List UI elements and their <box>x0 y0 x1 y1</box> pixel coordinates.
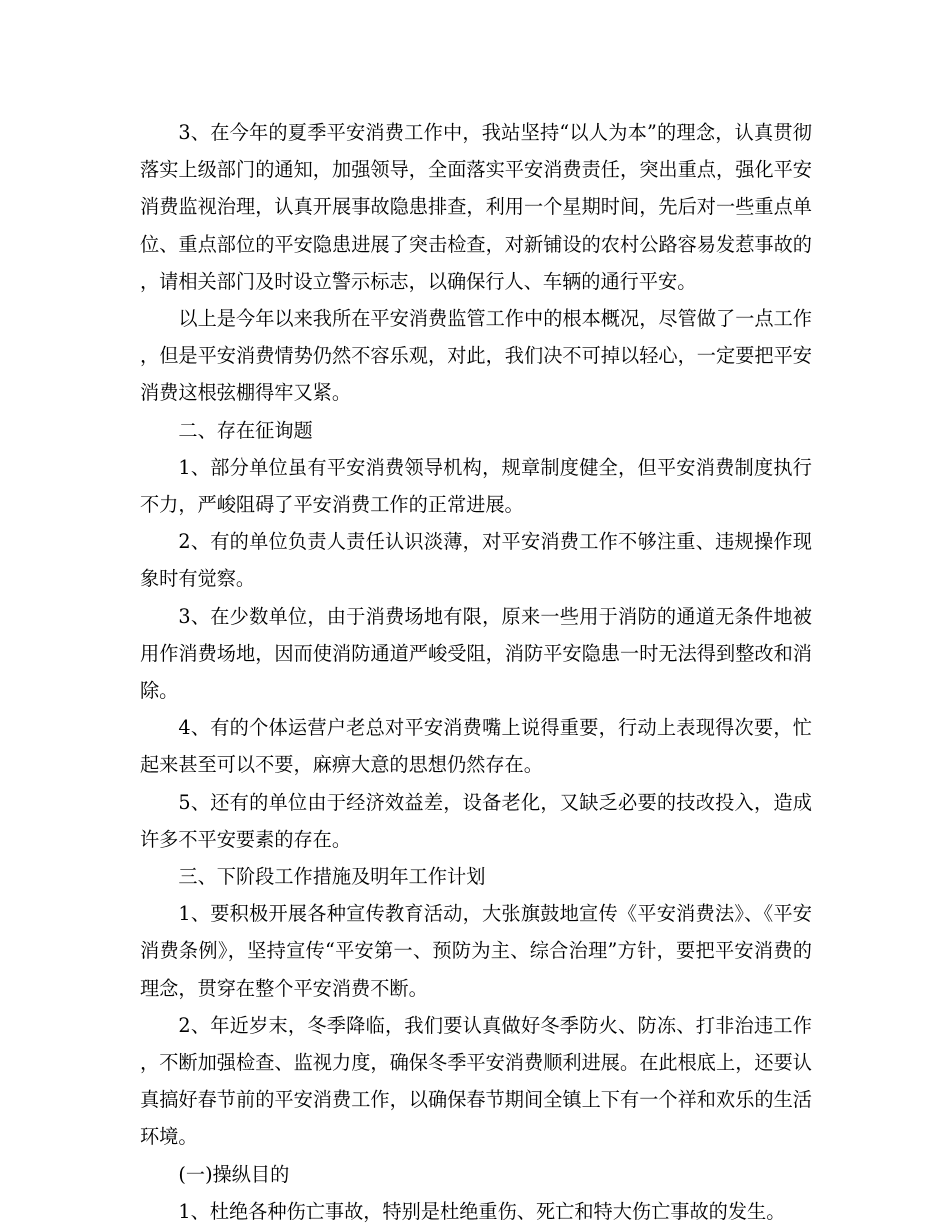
paragraph-goal-1: 1、杜绝各种伤亡事故，特别是杜绝重伤、死亡和特大伤亡事故的发生。 <box>178 1199 786 1223</box>
paragraph-problem-3: 3、在少数单位，由于消费场地有限，原来一些用于消防的通道无条件地被用作消费场地，因而使消防通道严峻受阻，消防平安隐患一时无法得到整改和消除。 <box>140 604 812 703</box>
paragraph-measure-2: 2、年近岁末，冬季降临，我们要认真做好冬季防火、防冻、打非治违工作，不断加强检查、监视力度，确保冬季平安消费顺利进展。在此根底上，还要认真搞好春节前的平安消费工作，以确保春节期间全镇上下有一个祥和欢乐的生活环境。 <box>140 1013 812 1149</box>
paragraph-measure-1: 1、要积极开展各种宣传教育活动，大张旗鼓地宣传《平安消费法》、《平安消费条例》，坚持宣传“平安第一、预防为主、综合治理”方针，要把平安消费的理念，贯穿在整个平安消费不断。 <box>140 902 812 1000</box>
paragraph-item-3-summer-safety: 3、在今年的夏季平安消费工作中，我站坚持“以人为本”的理念，认真贯彻落实上级部门的通知，加强领导，全面落实平安消费责任，突出重点，强化平安消费监视治理，认真开展事故隐患排查，利用一个星期时间，先后对一些重点单位、重点部位的平安隐患进展了突击检查，对新铺设的农村公路容易发惹事故的，请相关部门及时设立警示标志，以确保行人、车辆的通行平安。 <box>140 121 812 293</box>
paragraph-problem-5: 5、还有的单位由于经济效益差，设备老化，又缺乏必要的技改投入，造成许多不平安要素的存在。 <box>140 790 812 851</box>
paragraph-summary: 以上是今年以来我所在平安消费监管工作中的根本概况，尽管做了一点工作，但是平安消费情势仍然不容乐观，对此，我们决不可掉以轻心，一定要把平安消费这根弦棚得牢又紧。 <box>140 307 812 405</box>
paragraph-problem-1: 1、部分单位虽有平安消费领导机构，规章制度健全，但平安消费制度执行不力，严峻阻碍了平安消费工作的正常进展。 <box>140 455 812 517</box>
subheading-control-goals: (一)操纵目的 <box>178 1162 290 1186</box>
paragraph-problem-2: 2、有的单位负责人责任认识淡薄，对平安消费工作不够注重、违规操作现象时有觉察。 <box>140 530 812 591</box>
section-heading-next-steps: 三、下阶段工作措施及明年工作计划 <box>178 865 486 889</box>
paragraph-problem-4: 4、有的个体运营户老总对平安消费嘴上说得重要，行动上表现得次要，忙起来甚至可以不要，麻痹大意的思想仍然存在。 <box>140 716 812 777</box>
document-body <box>140 114 812 1230</box>
section-heading-problems: 二、存在征询题 <box>178 418 313 442</box>
